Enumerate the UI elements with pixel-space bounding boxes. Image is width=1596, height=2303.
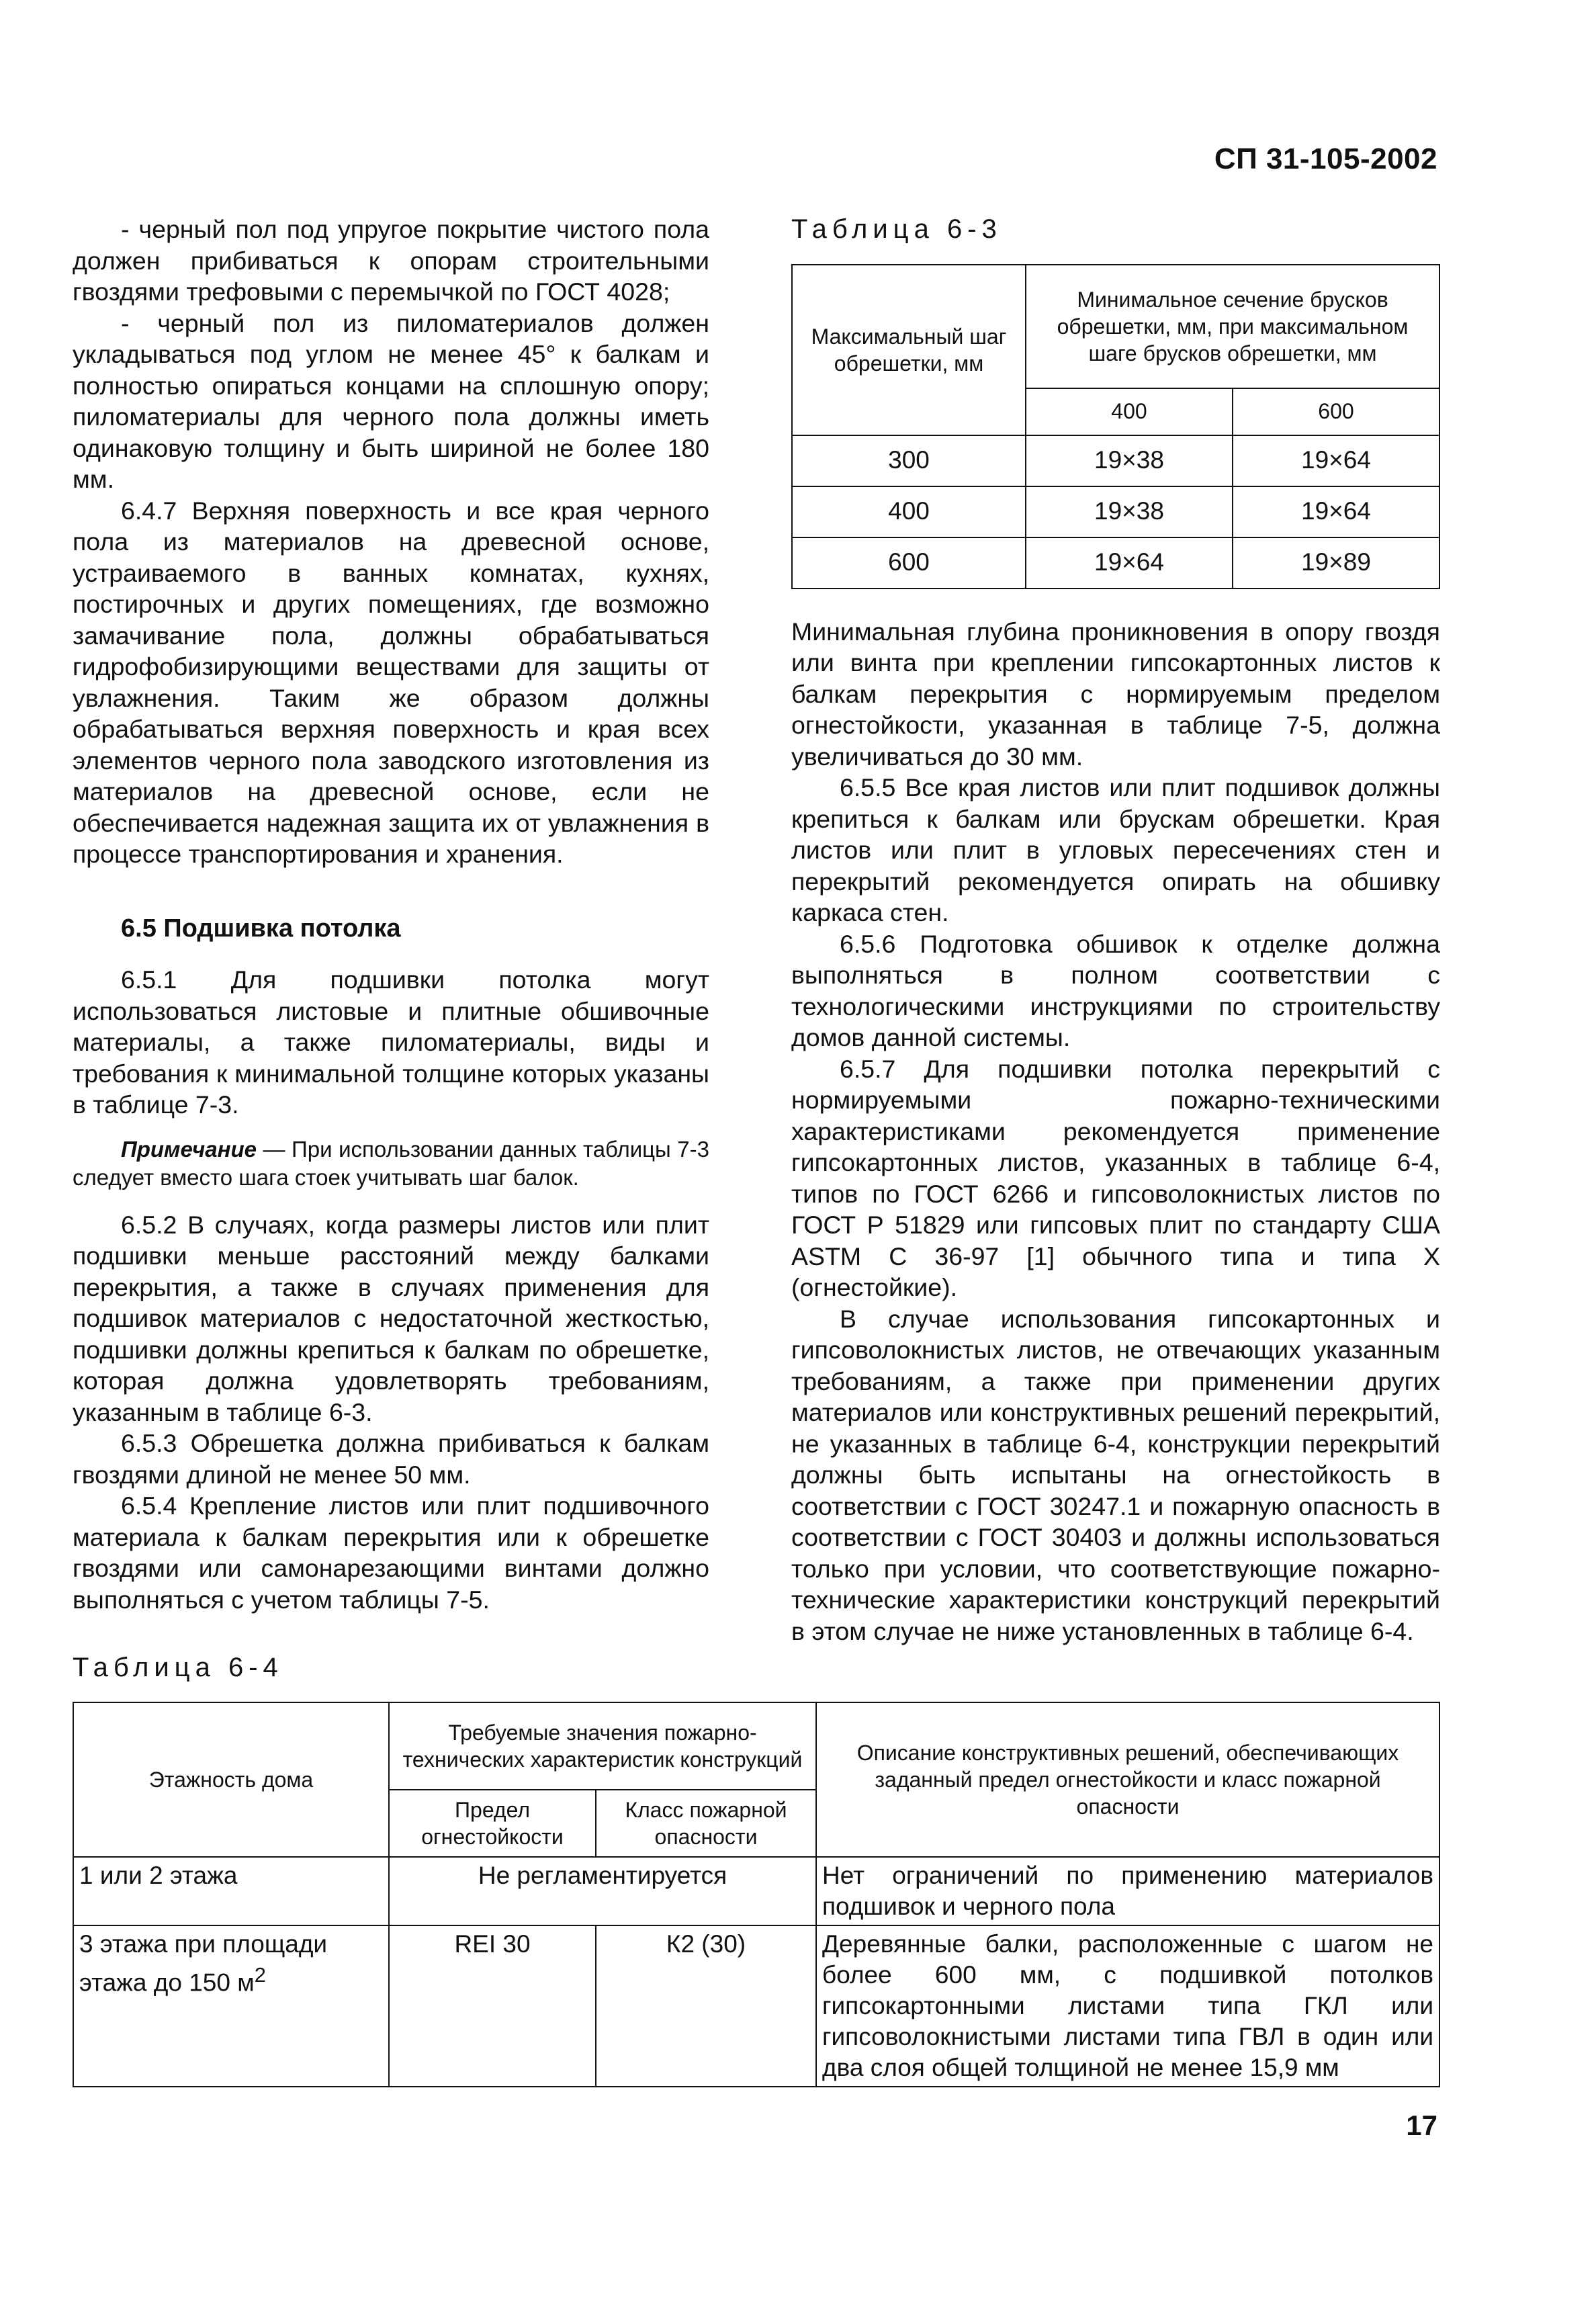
table-cell: 400 <box>792 486 1026 537</box>
note <box>73 1135 709 1192</box>
paragraph: В случае использования гипсокартонных и гипсоволокнистых листов, не отвечающих указанным требованиям, а также при применении других материалов или конструктивных решений перекрытий, не указанных в таблице 6-4, конструкции перекрытий должны быть испытаны на огнестойкость в соответствии с ГОСТ 30247.1 и пожарную опасность в соответствии с ГОСТ 30403 и должны использоваться только при условии, что соответствующие пожарно-технические характеристики конструкций перекрытий в этом случае не ниже установленных в таблице 6-4. <box>791 1304 1440 1645</box>
paragraph: 6.5.5 Все края листов или плит подшивок должны крепиться к балкам или брускам обрешетки. Края листов или плит в угловых пересечениях стен и перекрытий рекомендуется опирать на обшивку каркаса стен. <box>791 773 1440 926</box>
table-cell: Деревянные балки, расположенные с шагом не более 600 мм, с подшивкой потолков гипсокартонными листами типа ГКЛ или гипсоволокнистыми листами типа ГВЛ в один или два слоя общей толщиной не менее 15,9 мм <box>816 1925 1439 2087</box>
paragraph: 6.5.3 Обрешетка должна прибиваться к балкам гвоздями длиной не менее 50 мм. <box>73 1429 709 1489</box>
table-caption: Таблица 6-4 <box>73 1653 283 1682</box>
superscript: 2 <box>254 1963 266 1987</box>
table-subheader: Предел огнестойкости <box>389 1790 596 1857</box>
table-cell: 19×64 <box>1233 486 1439 537</box>
table-row <box>792 486 1439 537</box>
table-header: Этажность дома <box>73 1702 389 1857</box>
table-cell: 19×38 <box>1026 435 1233 486</box>
table-subheader: 600 <box>1233 388 1439 435</box>
table-header: Требуемые значения пожарно-технических характеристик конструкций <box>389 1702 816 1790</box>
section-title: 6.5 Подшивка потолка <box>121 914 401 943</box>
table-header: Описание конструктивных решений, обеспечивающих заданный предел огнестойкости и класс пожарной опасности <box>816 1702 1439 1857</box>
table-row <box>792 537 1439 589</box>
table-subheader: Класс пожарной опасности <box>596 1790 816 1857</box>
paragraph: 6.5.2 В случаях, когда размеры листов или плит подшивки меньше расстояний между балками перекрытия, а также в случаях применения для подшивок материалов с недостаточной жесткостью, подшивки должны крепиться к балкам по обрешетке, которая должна удовлетворять требованиям, указанным в таблице 6-3. <box>73 1210 709 1426</box>
table-cell <box>73 1925 389 2087</box>
table-row <box>792 435 1439 486</box>
table-6-4 <box>73 1702 1440 2087</box>
paragraph: 6.4.7 Верхняя поверхность и все края черного пола из материалов на древесной основе, устраиваемого в ванных комнатах, кухнях, постирочных и других помещениях, где возможно замачивание пола, должны обрабатываться гидрофобизирующими веществами для защиты от увлажнения. Таким же образом должны обрабатываться верхняя поверхность и края всех элементов черного пола заводского изготовления из материалов на древесной основе, если не обеспечивается надежная защита их от увлажнения в процессе транспортирования и хранения. <box>73 496 709 868</box>
note-label: Примечание <box>121 1136 257 1162</box>
paragraph: Минимальная глубина проникновения в опору гвоздя или винта при креплении гипсокартонных листов к балкам перекрытия с нормируемым пределом огнестойкости, указанная в таблице 7-5, должна увеличиваться до 30 мм. <box>791 617 1440 771</box>
table-cell: 300 <box>792 435 1026 486</box>
paragraph: 6.5.7 Для подшивки потолка перекрытий с нормируемыми пожарно-техническими характеристиками рекомендуется применение гипсокартонных листов, указанных в таблице 6-4, типов по ГОСТ 6266 и гипсоволокнистых листов по ГОСТ Р 51829 или гипсовых плит по стандарту США ASTM C 36-97 [1] обычного типа и типа X (огнестойкие). <box>791 1054 1440 1301</box>
table-cell: 19×64 <box>1026 537 1233 589</box>
table-cell: Нет ограничений по применению материалов подшивок и черного пола <box>816 1857 1439 1925</box>
paragraph: - черный пол под упругое покрытие чистого пола должен прибиваться к опорам строительными гвоздями трефовыми с перемычкой по ГОСТ 4028; <box>73 215 709 306</box>
left-column <box>73 214 709 1615</box>
table-cell: 1 или 2 этажа <box>73 1857 389 1925</box>
table-cell: Не регламентируется <box>389 1857 816 1925</box>
table-6-4-section <box>73 1653 1440 2087</box>
table-cell: 19×89 <box>1233 537 1439 589</box>
right-column <box>791 214 1440 1647</box>
table-cell: К2 (30) <box>596 1925 816 2087</box>
note-text: — При использовании данных таблицы 7-3 следует вместо шага стоек учитывать шаг балок. <box>73 1136 709 1190</box>
paragraph: 6.5.6 Подготовка обшивок к отделке должна выполняться в полном соответствии с технологическими инструкциями по строительству домов данной системы. <box>791 929 1440 1051</box>
table-header: Максимальный шаг обрешетки, мм <box>792 265 1026 435</box>
page-number: 17 <box>1406 2110 1437 2141</box>
table-row <box>73 1925 1439 2087</box>
table-cell: REI 30 <box>389 1925 596 2087</box>
document-code: СП 31-105-2002 <box>1214 142 1437 175</box>
paragraph: 6.5.1 Для подшивки потолка могут использоваться листовые и плитные обшивочные материалы, а также пиломатериалы, виды и требования к минимальной толщине которых указаны в таблице 7-3. <box>73 965 709 1119</box>
table-subheader: 400 <box>1026 388 1233 435</box>
table-cell: 600 <box>792 537 1026 589</box>
table-row <box>73 1857 1439 1925</box>
table-caption: Таблица 6-3 <box>791 214 1002 244</box>
table-cell: 19×64 <box>1233 435 1439 486</box>
table-header: Минимальное сечение брусков обрешетки, мм, при максимальном шаге брусков обрешетки, мм <box>1026 265 1439 388</box>
paragraph: - черный пол из пиломатериалов должен укладываться под углом не менее 45° к балкам и полностью опираться концами на сплошную опору; пиломатериалы для черного пола должны иметь одинаковую толщину и быть шириной не более 180 мм. <box>73 308 709 493</box>
floors-text: 3 этажа при площади этажа до 150 м <box>79 1930 328 1997</box>
table-cell: 19×38 <box>1026 486 1233 537</box>
paragraph: 6.5.4 Крепление листов или плит подшивочного материала к балкам перекрытия или к обрешетке гвоздями или самонарезающими винтами должно выполняться с учетом таблицы 7-5. <box>73 1491 709 1614</box>
table-6-3 <box>791 264 1440 589</box>
